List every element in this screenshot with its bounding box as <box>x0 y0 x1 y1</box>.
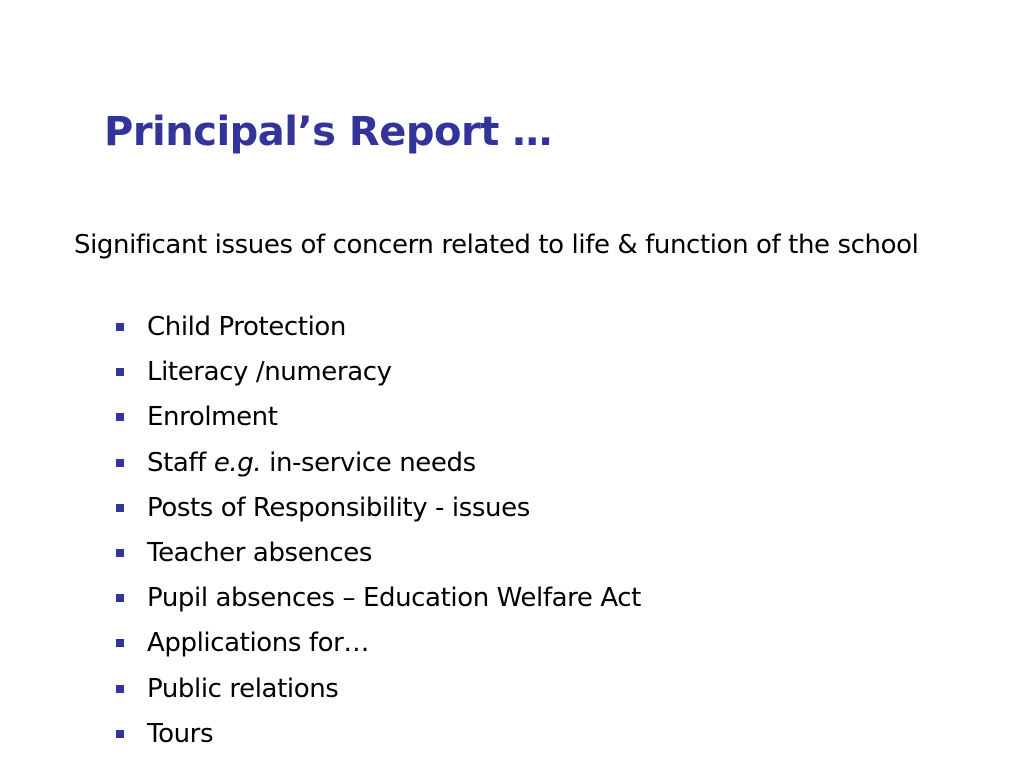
bullet-text-prefix: Staff <box>147 447 214 478</box>
bullet-text: Teacher absences <box>147 537 373 568</box>
square-bullet-icon <box>116 413 124 421</box>
square-bullet-icon <box>116 685 124 693</box>
bullet-text: Applications for… <box>147 628 370 659</box>
bullet-text-italic: e.g. <box>213 447 262 478</box>
bullet-text: Public relations <box>147 673 339 704</box>
square-bullet-icon <box>116 594 124 602</box>
bullet-text: Posts of Responsibility - issues <box>147 492 530 523</box>
square-bullet-icon <box>116 549 124 557</box>
bullet-text: Enrolment <box>147 402 278 433</box>
square-bullet-icon <box>116 504 124 512</box>
bullet-text: Child Protection <box>147 312 346 342</box>
bullet-text: Literacy /numeracy <box>147 357 392 388</box>
bullet-text <box>147 441 476 486</box>
bullet-text-suffix: in-service needs <box>261 447 476 478</box>
square-bullet-icon <box>116 730 124 738</box>
square-bullet-icon <box>116 639 124 647</box>
bullet-text: Pupil absences – Education Welfare Act <box>147 583 641 614</box>
bullet-text: Tours <box>147 718 214 749</box>
square-bullet-icon <box>116 368 124 376</box>
slide-title: Principal’s Report … <box>104 109 552 155</box>
square-bullet-icon <box>116 323 124 331</box>
square-bullet-icon <box>116 459 124 467</box>
intro-text: Significant issues of concern related to life & function of the school <box>74 230 919 260</box>
